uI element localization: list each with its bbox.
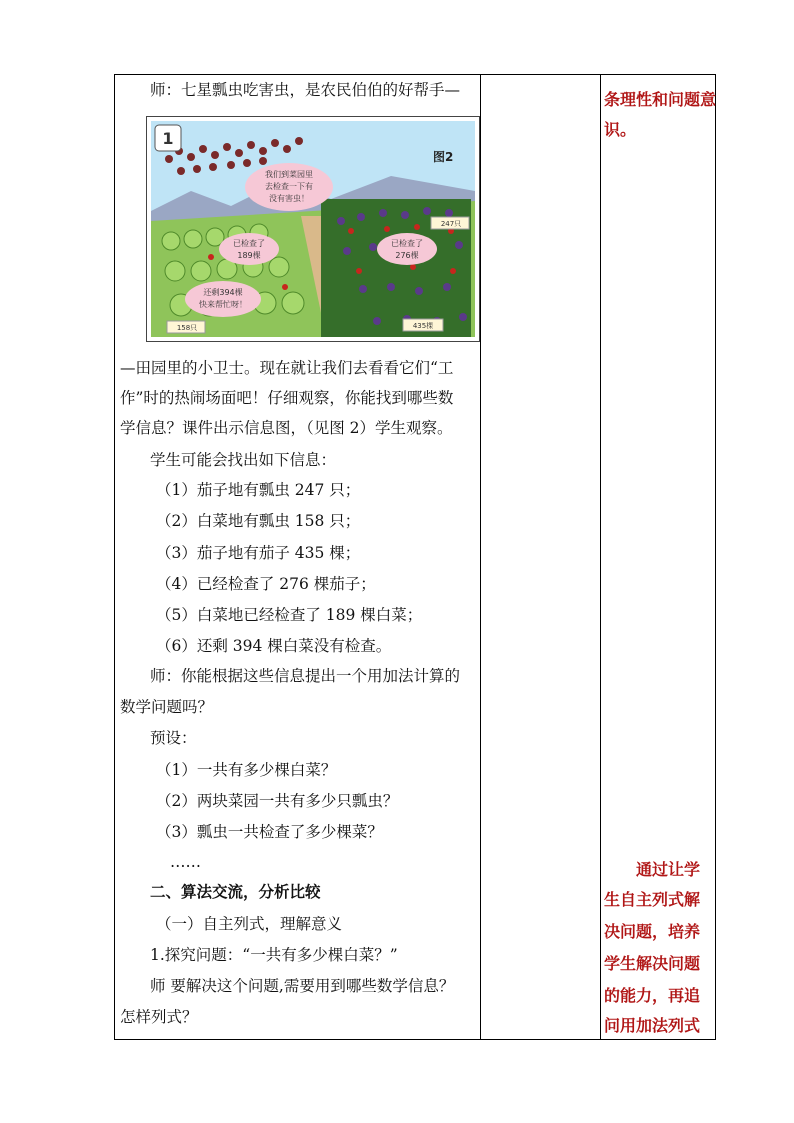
bubble-cabbage-checked: [219, 233, 279, 265]
svg-text:快来帮忙呀！: 快来帮忙呀！: [199, 300, 247, 309]
text-line-21: 1.探究问题：“一共有多少棵白菜？”: [150, 946, 398, 964]
info-item-6: （6）还剩 394 棵白菜没有检查。: [156, 637, 392, 655]
ellipsis-line: ……: [170, 853, 201, 871]
text-line-3: 作”时的热闹场面吧！仔细观察，你能找到哪些数: [120, 389, 454, 407]
note-line-5: 决问题，培养: [604, 922, 701, 941]
svg-text:189棵: 189棵: [237, 251, 261, 260]
svg-text:158只: 158只: [176, 324, 198, 332]
svg-text:还剩394棵: 还剩394棵: [203, 288, 243, 297]
svg-text:247只: 247只: [440, 220, 462, 228]
info-item-5: （5）白菜地已经检查了 189 棵白菜；: [156, 606, 423, 624]
note-line-6: 学生解决问题: [604, 954, 701, 973]
info-item-1: （1）茄子地有瓢虫 247 只；: [156, 481, 361, 499]
text-line-1: 师：七星瓢虫吃害虫，是农民伯伯的好帮手—: [150, 81, 461, 99]
column-divider-1: [480, 75, 481, 1039]
section-heading: 二、算法交流，分析比较: [150, 882, 321, 901]
preset-item-1: （1）一共有多少棵白菜？: [156, 761, 337, 779]
text-line-23: 怎样列式？: [120, 1008, 198, 1026]
info-item-3: （3）茄子地有茄子 435 棵；: [156, 544, 361, 562]
text-line-2: —田园里的小卫士。现在就让我们去看看它们“工: [120, 359, 454, 377]
text-line-14: 预设：: [150, 729, 197, 747]
svg-text:已检查了: 已检查了: [391, 239, 423, 248]
note-line-1: 条理性和问题意: [604, 90, 717, 109]
text-line-12: 师：你能根据这些信息提出一个用加法计算的: [150, 667, 461, 685]
column-divider-2: [600, 75, 601, 1039]
figure-label: 图2: [433, 150, 454, 164]
figure-number: 1: [162, 129, 174, 148]
info-figure: [146, 116, 480, 342]
note-line-8: 问用加法列式: [604, 1016, 701, 1035]
preset-item-3: （3）瓢虫一共检查了多少棵菜？: [156, 823, 383, 841]
figure-illustration: [151, 121, 475, 337]
note-line-3: 通过让学: [636, 860, 701, 879]
svg-text:我们到菜园里: 我们到菜园里: [265, 170, 313, 179]
text-line-4: 学信息？课件出示信息图，（见图 2）学生观察。: [120, 419, 453, 437]
svg-text:435棵: 435棵: [412, 322, 434, 330]
text-line-5: 学生可能会找出如下信息：: [150, 451, 337, 469]
svg-text:276棵: 276棵: [395, 251, 419, 260]
note-line-2: 识。: [604, 120, 637, 139]
info-item-2: （2）白菜地有瓢虫 158 只；: [156, 512, 361, 530]
preset-item-2: （2）两块菜园一共有多少只瓢虫？: [156, 792, 399, 810]
svg-text:没有害虫！: 没有害虫！: [269, 194, 309, 203]
bubble-eggplant-checked: [377, 233, 437, 265]
note-line-4: 生自主列式解: [604, 890, 701, 909]
info-item-4: （4）已经检查了 276 棵茄子；: [156, 575, 376, 593]
text-line-13: 数学问题吗？: [120, 698, 214, 716]
bubble-remaining: [185, 281, 261, 317]
note-line-7: 的能力，再追: [604, 986, 701, 1005]
svg-text:已检查了: 已检查了: [233, 239, 265, 248]
subsection-heading: （一）自主列式，理解意义: [156, 915, 343, 933]
text-line-22: 师 要解决这个问题,需要用到哪些数学信息？: [150, 977, 455, 995]
svg-text:去检查一下有: 去检查一下有: [265, 182, 313, 191]
